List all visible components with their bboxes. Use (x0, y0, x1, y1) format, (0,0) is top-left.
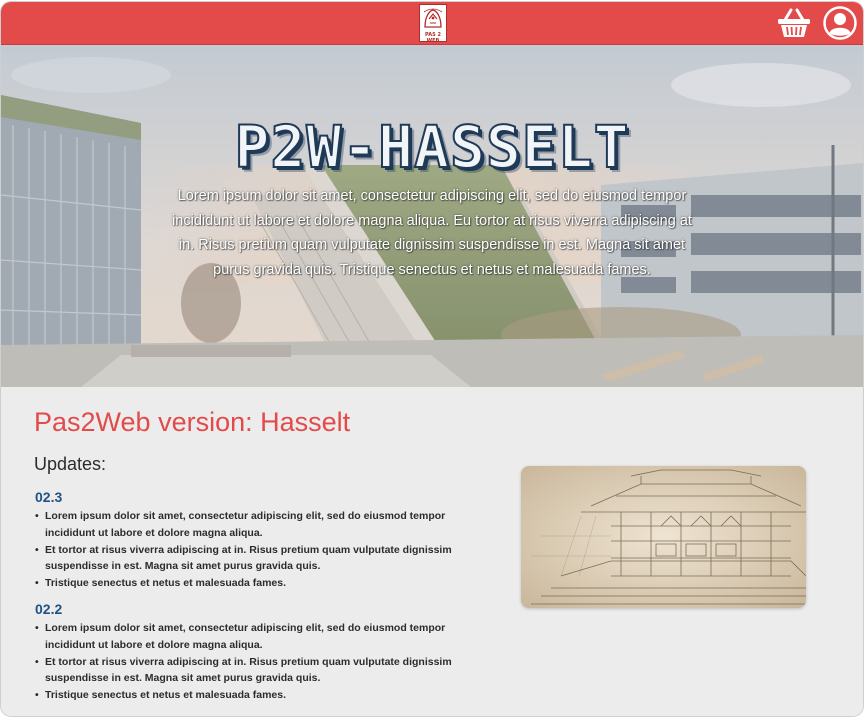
cart-button[interactable] (776, 6, 812, 40)
release-notes-022 (35, 600, 465, 704)
list-item: • Et tortor at risus viverra adipiscing at in. Risus pretium quam vulputate dignissim suspendisse in est. Magna sit amet purus gravida quis. (45, 654, 465, 688)
hero-title: P2W-HASSELT (234, 113, 630, 181)
app-window (1, 2, 863, 716)
release-version: 02.2 (35, 601, 63, 617)
list-item: • Lorem ipsum dolor sit amet, consectetur adipiscing elit, sed do eiusmod tempor incididunt ut labore et dolore magna aliqua. (45, 508, 465, 542)
updates-heading: Updates: (34, 454, 107, 474)
top-bar (1, 2, 863, 45)
user-profile-icon (823, 6, 857, 40)
hero-banner (1, 45, 863, 387)
list-item: • Tristique senectus et netus et malesuada fames. (45, 575, 465, 592)
list-item: • Et tortor at risus viverra adipiscing at in. Risus pretium quam vulputate dignissim suspendisse in est. Magna sit amet purus gravida quis. (45, 542, 465, 576)
release-list (35, 508, 465, 592)
version-title: Pas2Web version: Hasselt (34, 407, 351, 437)
release-notes-023 (35, 488, 465, 592)
hero-description: Lorem ipsum dolor sit amet, consectetur adipiscing elit, sed do eiusmod tempor incididunt ut labore et dolore magna aliqua. Eu tortor at risus viverra adipiscing at in. Risus pretium quam vulputate dignissim suspendisse in est. Magna sit amet purus gravida quis. Tristique senectus et netus et malesuada fames. (172, 188, 692, 278)
release-version: 02.3 (35, 489, 63, 505)
list-item: • Lorem ipsum dolor sit amet, consectetur adipiscing elit, sed do eiusmod tempor incididunt ut labore et dolore magna aliqua. (45, 620, 465, 654)
list-item: • Tristique senectus et netus et malesuada fames. (45, 687, 465, 704)
pas2web-logo[interactable] (419, 4, 447, 42)
logo-text: PAS 2 WEB (425, 32, 441, 44)
shopping-basket-icon (776, 6, 812, 40)
user-profile-button[interactable] (823, 6, 857, 40)
architecture-sketch-image (521, 466, 806, 608)
release-list (35, 620, 465, 704)
main-content (1, 387, 863, 716)
